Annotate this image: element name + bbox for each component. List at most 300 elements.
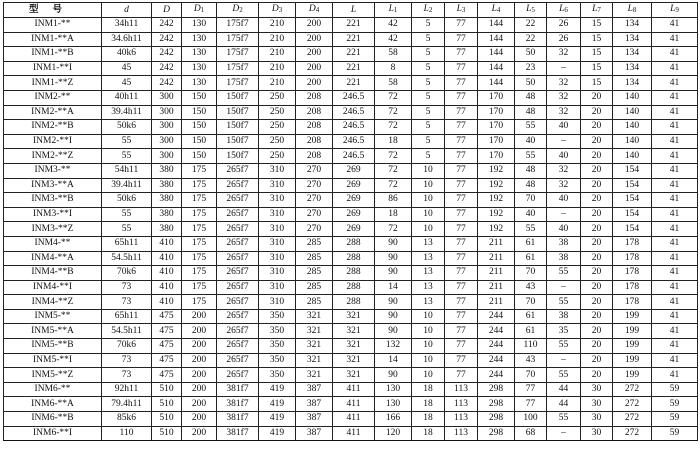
table-row bbox=[4, 251, 698, 266]
table-row bbox=[4, 120, 698, 135]
model-cell: INM1-**Z bbox=[4, 76, 102, 91]
value-cell: 8 bbox=[375, 61, 412, 76]
value-cell: 221 bbox=[333, 61, 375, 76]
value-cell: 86 bbox=[375, 193, 412, 208]
value-cell: 269 bbox=[333, 163, 375, 178]
table-row bbox=[4, 178, 698, 193]
value-cell: 20 bbox=[581, 193, 613, 208]
value-cell: 199 bbox=[613, 368, 652, 383]
value-cell: 32 bbox=[547, 47, 581, 62]
model-cell: INM1-**B bbox=[4, 47, 102, 62]
value-cell: 15 bbox=[581, 47, 613, 62]
value-cell: 113 bbox=[445, 412, 478, 427]
value-cell: 298 bbox=[478, 382, 515, 397]
table-row bbox=[4, 90, 698, 105]
spec-table-container bbox=[3, 2, 697, 441]
value-cell: 178 bbox=[613, 280, 652, 295]
value-cell: 134 bbox=[613, 18, 652, 33]
value-cell: 150f7 bbox=[217, 149, 259, 164]
value-cell: 475 bbox=[152, 309, 182, 324]
value-cell: 200 bbox=[296, 47, 333, 62]
value-cell: 41 bbox=[652, 193, 698, 208]
value-cell: 10 bbox=[412, 163, 445, 178]
value-cell: 41 bbox=[652, 76, 698, 91]
model-cell: INM2-** bbox=[4, 90, 102, 105]
value-cell: 40 bbox=[547, 193, 581, 208]
value-cell: 113 bbox=[445, 382, 478, 397]
value-cell: 77 bbox=[445, 18, 478, 33]
value-cell: 113 bbox=[445, 426, 478, 441]
column-header bbox=[445, 3, 478, 18]
value-cell: 175 bbox=[182, 207, 217, 222]
value-cell: 221 bbox=[333, 76, 375, 91]
value-cell: 90 bbox=[375, 266, 412, 281]
value-cell: 15 bbox=[581, 32, 613, 47]
value-cell: 77 bbox=[445, 149, 478, 164]
value-cell: 10 bbox=[412, 178, 445, 193]
column-header bbox=[375, 3, 412, 18]
value-cell: 40 bbox=[515, 207, 547, 222]
column-header-subscript: 1 bbox=[393, 6, 398, 14]
value-cell: 310 bbox=[259, 207, 296, 222]
value-cell: 192 bbox=[478, 207, 515, 222]
value-cell: 310 bbox=[259, 280, 296, 295]
value-cell: 77 bbox=[445, 339, 478, 354]
column-header-label: D bbox=[163, 4, 170, 15]
value-cell: – bbox=[547, 61, 581, 76]
value-cell: 41 bbox=[652, 236, 698, 251]
value-cell: 208 bbox=[296, 120, 333, 135]
value-cell: 150f7 bbox=[217, 90, 259, 105]
value-cell: 510 bbox=[152, 382, 182, 397]
value-cell: 13 bbox=[412, 295, 445, 310]
value-cell: 41 bbox=[652, 280, 698, 295]
value-cell: 130 bbox=[182, 61, 217, 76]
column-header-label: 型号 bbox=[28, 4, 76, 15]
column-header-label: L bbox=[627, 4, 633, 14]
value-cell: 265f7 bbox=[217, 222, 259, 237]
value-cell: 77 bbox=[445, 222, 478, 237]
value-cell: 113 bbox=[445, 397, 478, 412]
column-header-label: L bbox=[388, 4, 394, 14]
value-cell: 70 bbox=[515, 266, 547, 281]
value-cell: 5 bbox=[412, 61, 445, 76]
value-cell: 170 bbox=[478, 105, 515, 120]
value-cell: 178 bbox=[613, 295, 652, 310]
value-cell: 13 bbox=[412, 266, 445, 281]
value-cell: 419 bbox=[259, 412, 296, 427]
table-row bbox=[4, 236, 698, 251]
value-cell: 285 bbox=[296, 295, 333, 310]
value-cell: 55 bbox=[515, 120, 547, 135]
value-cell: 18 bbox=[412, 412, 445, 427]
value-cell: 77 bbox=[445, 353, 478, 368]
value-cell: 120 bbox=[375, 426, 412, 441]
value-cell: 300 bbox=[152, 105, 182, 120]
value-cell: 272 bbox=[613, 382, 652, 397]
value-cell: 41 bbox=[652, 178, 698, 193]
value-cell: 40 bbox=[547, 222, 581, 237]
value-cell: 20 bbox=[581, 163, 613, 178]
value-cell: 61 bbox=[515, 324, 547, 339]
value-cell: 411 bbox=[333, 397, 375, 412]
model-cell: INM3-**A bbox=[4, 178, 102, 193]
value-cell: 70k6 bbox=[102, 266, 152, 281]
table-row bbox=[4, 266, 698, 281]
column-header-label: L bbox=[526, 4, 532, 14]
value-cell: 77 bbox=[445, 134, 478, 149]
value-cell: 77 bbox=[445, 193, 478, 208]
value-cell: 175 bbox=[182, 163, 217, 178]
value-cell: 77 bbox=[445, 280, 478, 295]
table-row bbox=[4, 18, 698, 33]
value-cell: 221 bbox=[333, 32, 375, 47]
value-cell: 55 bbox=[547, 339, 581, 354]
value-cell: 150 bbox=[182, 90, 217, 105]
column-header-subscript: 3 bbox=[278, 6, 283, 14]
value-cell: 30 bbox=[581, 397, 613, 412]
value-cell: 41 bbox=[652, 18, 698, 33]
table-row bbox=[4, 134, 698, 149]
value-cell: 39.4h11 bbox=[102, 178, 152, 193]
value-cell: 130 bbox=[375, 382, 412, 397]
value-cell: 77 bbox=[445, 207, 478, 222]
value-cell: 419 bbox=[259, 397, 296, 412]
table-row bbox=[4, 222, 698, 237]
column-header-subscript: 3 bbox=[461, 6, 466, 14]
value-cell: 410 bbox=[152, 251, 182, 266]
value-cell: 70 bbox=[515, 368, 547, 383]
column-header-subscript: 4 bbox=[496, 6, 501, 14]
value-cell: 77 bbox=[445, 266, 478, 281]
value-cell: 77 bbox=[445, 368, 478, 383]
value-cell: 22 bbox=[515, 18, 547, 33]
value-cell: 272 bbox=[613, 397, 652, 412]
value-cell: 55 bbox=[547, 266, 581, 281]
value-cell: 270 bbox=[296, 207, 333, 222]
value-cell: 41 bbox=[652, 32, 698, 47]
value-cell: 20 bbox=[581, 324, 613, 339]
value-cell: 410 bbox=[152, 266, 182, 281]
value-cell: 154 bbox=[613, 222, 652, 237]
value-cell: 72 bbox=[375, 105, 412, 120]
column-header bbox=[102, 3, 152, 18]
value-cell: 272 bbox=[613, 426, 652, 441]
value-cell: 175f7 bbox=[217, 61, 259, 76]
column-header bbox=[259, 3, 296, 18]
value-cell: 175f7 bbox=[217, 18, 259, 33]
value-cell: 48 bbox=[515, 178, 547, 193]
value-cell: 200 bbox=[296, 32, 333, 47]
value-cell: 73 bbox=[102, 295, 152, 310]
value-cell: 85k6 bbox=[102, 412, 152, 427]
value-cell: 41 bbox=[652, 47, 698, 62]
value-cell: 14 bbox=[375, 280, 412, 295]
value-cell: 5 bbox=[412, 32, 445, 47]
value-cell: 288 bbox=[333, 266, 375, 281]
value-cell: 54h11 bbox=[102, 163, 152, 178]
value-cell: 211 bbox=[478, 280, 515, 295]
value-cell: 30 bbox=[581, 412, 613, 427]
value-cell: 510 bbox=[152, 412, 182, 427]
value-cell: 77 bbox=[445, 90, 478, 105]
value-cell: 269 bbox=[333, 178, 375, 193]
column-header bbox=[4, 3, 102, 18]
value-cell: 265f7 bbox=[217, 353, 259, 368]
value-cell: 154 bbox=[613, 178, 652, 193]
value-cell: 15 bbox=[581, 61, 613, 76]
value-cell: 175f7 bbox=[217, 47, 259, 62]
value-cell: 77 bbox=[445, 324, 478, 339]
value-cell: 5 bbox=[412, 149, 445, 164]
value-cell: 321 bbox=[333, 353, 375, 368]
value-cell: 221 bbox=[333, 47, 375, 62]
value-cell: 77 bbox=[445, 236, 478, 251]
table-row bbox=[4, 61, 698, 76]
value-cell: 350 bbox=[259, 353, 296, 368]
value-cell: 14 bbox=[375, 353, 412, 368]
value-cell: 59 bbox=[652, 397, 698, 412]
value-cell: 20 bbox=[581, 207, 613, 222]
value-cell: 321 bbox=[296, 368, 333, 383]
table-header bbox=[4, 3, 698, 18]
value-cell: 200 bbox=[182, 353, 217, 368]
column-header bbox=[296, 3, 333, 18]
value-cell: 5 bbox=[412, 105, 445, 120]
value-cell: 59 bbox=[652, 412, 698, 427]
value-cell: 140 bbox=[613, 120, 652, 135]
table-row bbox=[4, 32, 698, 47]
value-cell: 250 bbox=[259, 149, 296, 164]
table-row bbox=[4, 324, 698, 339]
value-cell: 77 bbox=[445, 178, 478, 193]
value-cell: 20 bbox=[581, 280, 613, 295]
value-cell: 321 bbox=[333, 324, 375, 339]
value-cell: 244 bbox=[478, 324, 515, 339]
value-cell: 41 bbox=[652, 295, 698, 310]
value-cell: 192 bbox=[478, 193, 515, 208]
value-cell: 22 bbox=[515, 32, 547, 47]
value-cell: 26 bbox=[547, 32, 581, 47]
model-cell: INM2-**I bbox=[4, 134, 102, 149]
value-cell: 411 bbox=[333, 382, 375, 397]
value-cell: 269 bbox=[333, 207, 375, 222]
value-cell: 20 bbox=[581, 236, 613, 251]
value-cell: 208 bbox=[296, 149, 333, 164]
value-cell: 55 bbox=[102, 222, 152, 237]
value-cell: 90 bbox=[375, 324, 412, 339]
value-cell: 288 bbox=[333, 251, 375, 266]
value-cell: 5 bbox=[412, 134, 445, 149]
value-cell: 150f7 bbox=[217, 120, 259, 135]
value-cell: 321 bbox=[296, 339, 333, 354]
value-cell: 175 bbox=[182, 236, 217, 251]
value-cell: 210 bbox=[259, 32, 296, 47]
column-header bbox=[152, 3, 182, 18]
value-cell: 270 bbox=[296, 178, 333, 193]
value-cell: 250 bbox=[259, 90, 296, 105]
value-cell: 41 bbox=[652, 207, 698, 222]
value-cell: 380 bbox=[152, 207, 182, 222]
value-cell: 20 bbox=[581, 120, 613, 135]
value-cell: 20 bbox=[581, 295, 613, 310]
table-row bbox=[4, 163, 698, 178]
value-cell: 38 bbox=[547, 309, 581, 324]
value-cell: 300 bbox=[152, 90, 182, 105]
value-cell: 20 bbox=[581, 222, 613, 237]
model-cell: INM1-** bbox=[4, 18, 102, 33]
value-cell: 170 bbox=[478, 149, 515, 164]
value-cell: 54.5h11 bbox=[102, 324, 152, 339]
value-cell: 10 bbox=[412, 222, 445, 237]
value-cell: 154 bbox=[613, 207, 652, 222]
value-cell: 42 bbox=[375, 32, 412, 47]
value-cell: – bbox=[547, 280, 581, 295]
column-header bbox=[182, 3, 217, 18]
column-header bbox=[478, 3, 515, 18]
value-cell: 166 bbox=[375, 412, 412, 427]
value-cell: 140 bbox=[613, 149, 652, 164]
value-cell: 410 bbox=[152, 236, 182, 251]
value-cell: 510 bbox=[152, 426, 182, 441]
value-cell: 34.6h11 bbox=[102, 32, 152, 47]
value-cell: 144 bbox=[478, 61, 515, 76]
value-cell: 58 bbox=[375, 47, 412, 62]
value-cell: 41 bbox=[652, 149, 698, 164]
value-cell: 55 bbox=[547, 368, 581, 383]
value-cell: 210 bbox=[259, 76, 296, 91]
value-cell: 77 bbox=[445, 120, 478, 135]
value-cell: 265f7 bbox=[217, 368, 259, 383]
value-cell: 175 bbox=[182, 251, 217, 266]
model-cell: INM5-**B bbox=[4, 339, 102, 354]
value-cell: 210 bbox=[259, 61, 296, 76]
value-cell: 58 bbox=[375, 76, 412, 91]
column-header bbox=[217, 3, 259, 18]
value-cell: 211 bbox=[478, 266, 515, 281]
value-cell: 41 bbox=[652, 251, 698, 266]
table-row bbox=[4, 207, 698, 222]
value-cell: 381f7 bbox=[217, 382, 259, 397]
table-row bbox=[4, 412, 698, 427]
value-cell: 68 bbox=[515, 426, 547, 441]
value-cell: 298 bbox=[478, 426, 515, 441]
value-cell: 411 bbox=[333, 412, 375, 427]
value-cell: 20 bbox=[581, 309, 613, 324]
model-cell: INM4-**Z bbox=[4, 295, 102, 310]
value-cell: 41 bbox=[652, 120, 698, 135]
value-cell: 192 bbox=[478, 163, 515, 178]
value-cell: 175 bbox=[182, 178, 217, 193]
value-cell: 265f7 bbox=[217, 309, 259, 324]
value-cell: 419 bbox=[259, 382, 296, 397]
value-cell: 200 bbox=[296, 61, 333, 76]
value-cell: 73 bbox=[102, 280, 152, 295]
value-cell: 50 bbox=[515, 47, 547, 62]
value-cell: 246.5 bbox=[333, 105, 375, 120]
value-cell: 39.4h11 bbox=[102, 105, 152, 120]
column-header-subscript: 7 bbox=[597, 6, 601, 14]
column-header-subscript: 2 bbox=[239, 6, 243, 14]
value-cell: 10 bbox=[412, 353, 445, 368]
value-cell: 350 bbox=[259, 309, 296, 324]
value-cell: 210 bbox=[259, 47, 296, 62]
model-cell: INM3-** bbox=[4, 163, 102, 178]
value-cell: 55 bbox=[515, 222, 547, 237]
value-cell: 244 bbox=[478, 309, 515, 324]
value-cell: 265f7 bbox=[217, 178, 259, 193]
value-cell: 10 bbox=[412, 193, 445, 208]
value-cell: 32 bbox=[547, 105, 581, 120]
value-cell: 55 bbox=[102, 207, 152, 222]
value-cell: 200 bbox=[182, 412, 217, 427]
table-row bbox=[4, 295, 698, 310]
value-cell: 380 bbox=[152, 222, 182, 237]
value-cell: 310 bbox=[259, 295, 296, 310]
value-cell: 77 bbox=[445, 61, 478, 76]
value-cell: 110 bbox=[102, 426, 152, 441]
value-cell: 265f7 bbox=[217, 163, 259, 178]
model-cell: INM4-**B bbox=[4, 266, 102, 281]
value-cell: 199 bbox=[613, 353, 652, 368]
value-cell: 18 bbox=[412, 382, 445, 397]
column-header bbox=[547, 3, 581, 18]
value-cell: 244 bbox=[478, 368, 515, 383]
value-cell: 90 bbox=[375, 236, 412, 251]
value-cell: 208 bbox=[296, 90, 333, 105]
value-cell: 20 bbox=[581, 353, 613, 368]
value-cell: 387 bbox=[296, 382, 333, 397]
value-cell: 70 bbox=[515, 295, 547, 310]
value-cell: 18 bbox=[375, 134, 412, 149]
model-cell: INM5-** bbox=[4, 309, 102, 324]
value-cell: 32 bbox=[547, 90, 581, 105]
value-cell: 41 bbox=[652, 61, 698, 76]
value-cell: 265f7 bbox=[217, 207, 259, 222]
value-cell: 510 bbox=[152, 397, 182, 412]
value-cell: 5 bbox=[412, 120, 445, 135]
value-cell: 192 bbox=[478, 178, 515, 193]
value-cell: 310 bbox=[259, 193, 296, 208]
value-cell: 70k6 bbox=[102, 339, 152, 354]
value-cell: 310 bbox=[259, 178, 296, 193]
value-cell: 380 bbox=[152, 193, 182, 208]
value-cell: 475 bbox=[152, 339, 182, 354]
column-header-label: L bbox=[670, 4, 676, 14]
value-cell: 77 bbox=[445, 47, 478, 62]
value-cell: 250 bbox=[259, 105, 296, 120]
value-cell: 13 bbox=[412, 236, 445, 251]
value-cell: 79.4h11 bbox=[102, 397, 152, 412]
value-cell: 72 bbox=[375, 222, 412, 237]
value-cell: 265f7 bbox=[217, 280, 259, 295]
value-cell: 270 bbox=[296, 222, 333, 237]
value-cell: 265f7 bbox=[217, 295, 259, 310]
value-cell: 5 bbox=[412, 90, 445, 105]
value-cell: 242 bbox=[152, 61, 182, 76]
dimension-table bbox=[3, 2, 698, 441]
value-cell: 300 bbox=[152, 134, 182, 149]
value-cell: 59 bbox=[652, 426, 698, 441]
value-cell: 381f7 bbox=[217, 412, 259, 427]
value-cell: 40h11 bbox=[102, 90, 152, 105]
column-header bbox=[652, 3, 698, 18]
value-cell: 42 bbox=[375, 18, 412, 33]
value-cell: 211 bbox=[478, 295, 515, 310]
value-cell: 65h11 bbox=[102, 236, 152, 251]
model-cell: INM2-**B bbox=[4, 120, 102, 135]
value-cell: 270 bbox=[296, 163, 333, 178]
